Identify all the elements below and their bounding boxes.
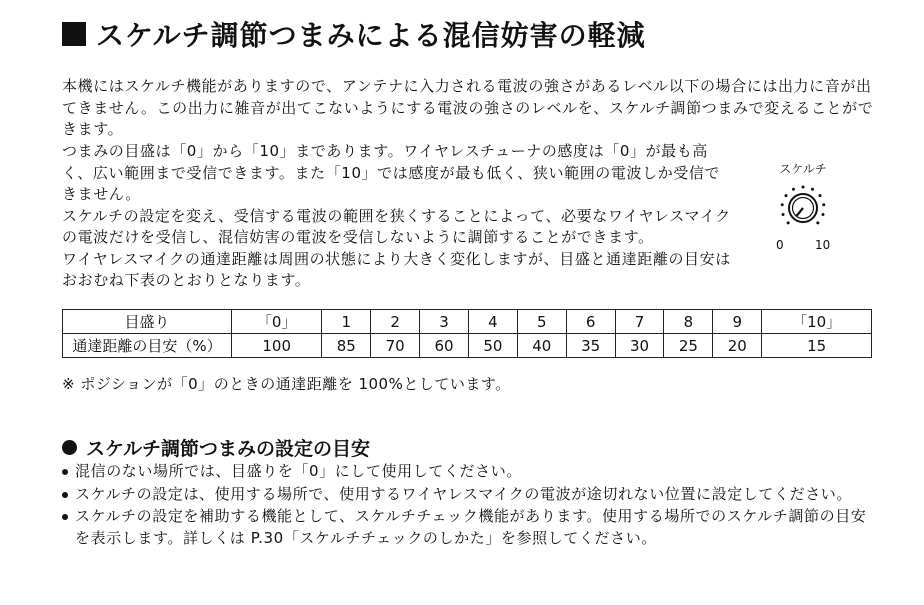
body-paragraphs: [62, 141, 732, 292]
knob-scale-dot: [816, 221, 819, 224]
list-item-text: 混信のない場所では、目盛りを「0」にして使用してください。: [75, 462, 522, 480]
guide-list: [62, 461, 874, 550]
table-cell: 25: [664, 334, 713, 358]
table-cell: 9: [713, 310, 762, 334]
table-cell: 8: [664, 310, 713, 334]
table-cell: 「10」: [762, 310, 872, 334]
table-header-scale: 目盛り: [63, 310, 232, 334]
table-cell: 6: [566, 310, 615, 334]
section-heading-text: スケルチ調節つまみの設定の目安: [86, 438, 371, 460]
table-cell: 20: [713, 334, 762, 358]
table-header-distance: 通達距離の目安（%）: [63, 334, 232, 358]
knob-scale-dot: [792, 188, 795, 191]
page-title-text: スケルチ調節つまみによる混信妨害の軽減: [96, 19, 646, 52]
squelch-knob-icon: [770, 180, 836, 238]
table-cell: 1: [322, 310, 371, 334]
knob-scale-dot: [821, 213, 824, 216]
knob-min-label: 0: [776, 238, 784, 252]
table-cell: 30: [615, 334, 664, 358]
knob-max-label: 10: [815, 238, 831, 252]
knob-scale-dot: [822, 203, 825, 206]
table-cell: 35: [566, 334, 615, 358]
knob-label: スケルチ: [779, 162, 827, 176]
bullet-dot-icon: [62, 492, 68, 498]
table-cell: 15: [762, 334, 872, 358]
knob-scale-dot: [818, 194, 821, 197]
title-square-icon: [62, 22, 86, 46]
table-row-distance: [63, 334, 872, 358]
knob-scale-dot: [782, 213, 785, 216]
bullet-dot-icon: [62, 514, 68, 520]
table-cell: 40: [517, 334, 566, 358]
table-row-scale: [63, 310, 872, 334]
list-item-text: スケルチの設定は、使用する場所で、使用するワイヤレスマイクの電波が途切れない位置に設定してください。: [75, 484, 853, 503]
intro-paragraph: [62, 76, 882, 141]
paragraph-scale: つまみの目盛は「0」から「10」まであります。ワイヤレスチューナの感度は「0」が最も高く、広い範囲まで受信できます。また「10」では感度が最も低く、狭い範囲の電波しか受信できません。: [62, 142, 721, 203]
list-item: [62, 506, 874, 549]
paragraph-squelch-setting: スケルチの設定を変え、受信する電波の範囲を狭くすることによって、必要なワイヤレスマイクの電波だけを受信し、混信妨害の電波を受信しないように調節することができます。: [62, 206, 731, 246]
table-cell: 50: [468, 334, 517, 358]
intro-text: 本機にはスケルチ機能がありますので、アンテナに入力される電波の強さがあるレベル以下の場合には出力に音が出てきません。この出力に雑音が出てこないようにする電波の強さのレベルを、スケルチ調節つまみで変えることができます。: [62, 77, 874, 138]
table-cell: 100: [232, 334, 322, 358]
list-item: [62, 461, 874, 483]
list-item: [62, 484, 874, 506]
section-heading: [62, 434, 370, 461]
knob-scale-dot: [781, 203, 784, 206]
distance-table: [62, 309, 872, 358]
table-cell: 2: [371, 310, 420, 334]
bullet-icon: [62, 440, 77, 455]
bullet-dot-icon: [62, 469, 68, 475]
table-cell: 70: [371, 334, 420, 358]
table-footnote: ※ ポジションが「0」のときの通達距離を 100%としています。: [62, 375, 511, 393]
knob-scale-dot: [785, 194, 788, 197]
table-cell: 「0」: [232, 310, 322, 334]
paragraph-distance: ワイヤレスマイクの通達距離は周囲の状態により大きく変化しますが、目盛と通達距離の目安はおおむね下表のとおりとなります。: [62, 249, 731, 289]
table-cell: 4: [468, 310, 517, 334]
table-cell: 7: [615, 310, 664, 334]
table-cell: 60: [420, 334, 469, 358]
list-item-text: スケルチの設定を補助する機能として、スケルチチェック機能があります。使用する場所でのスケルチ調節の目安を表示します。詳しくは P.30「スケルチチェックのしかた」を参照してください。: [75, 507, 867, 547]
knob-scale-dot: [811, 188, 814, 191]
knob-scale-dot: [787, 221, 790, 224]
table-cell: 5: [517, 310, 566, 334]
squelch-knob-figure: [764, 160, 842, 260]
page-title: [62, 14, 646, 54]
knob-scale-dot: [802, 186, 805, 189]
table-cell: 85: [322, 334, 371, 358]
table-cell: 3: [420, 310, 469, 334]
